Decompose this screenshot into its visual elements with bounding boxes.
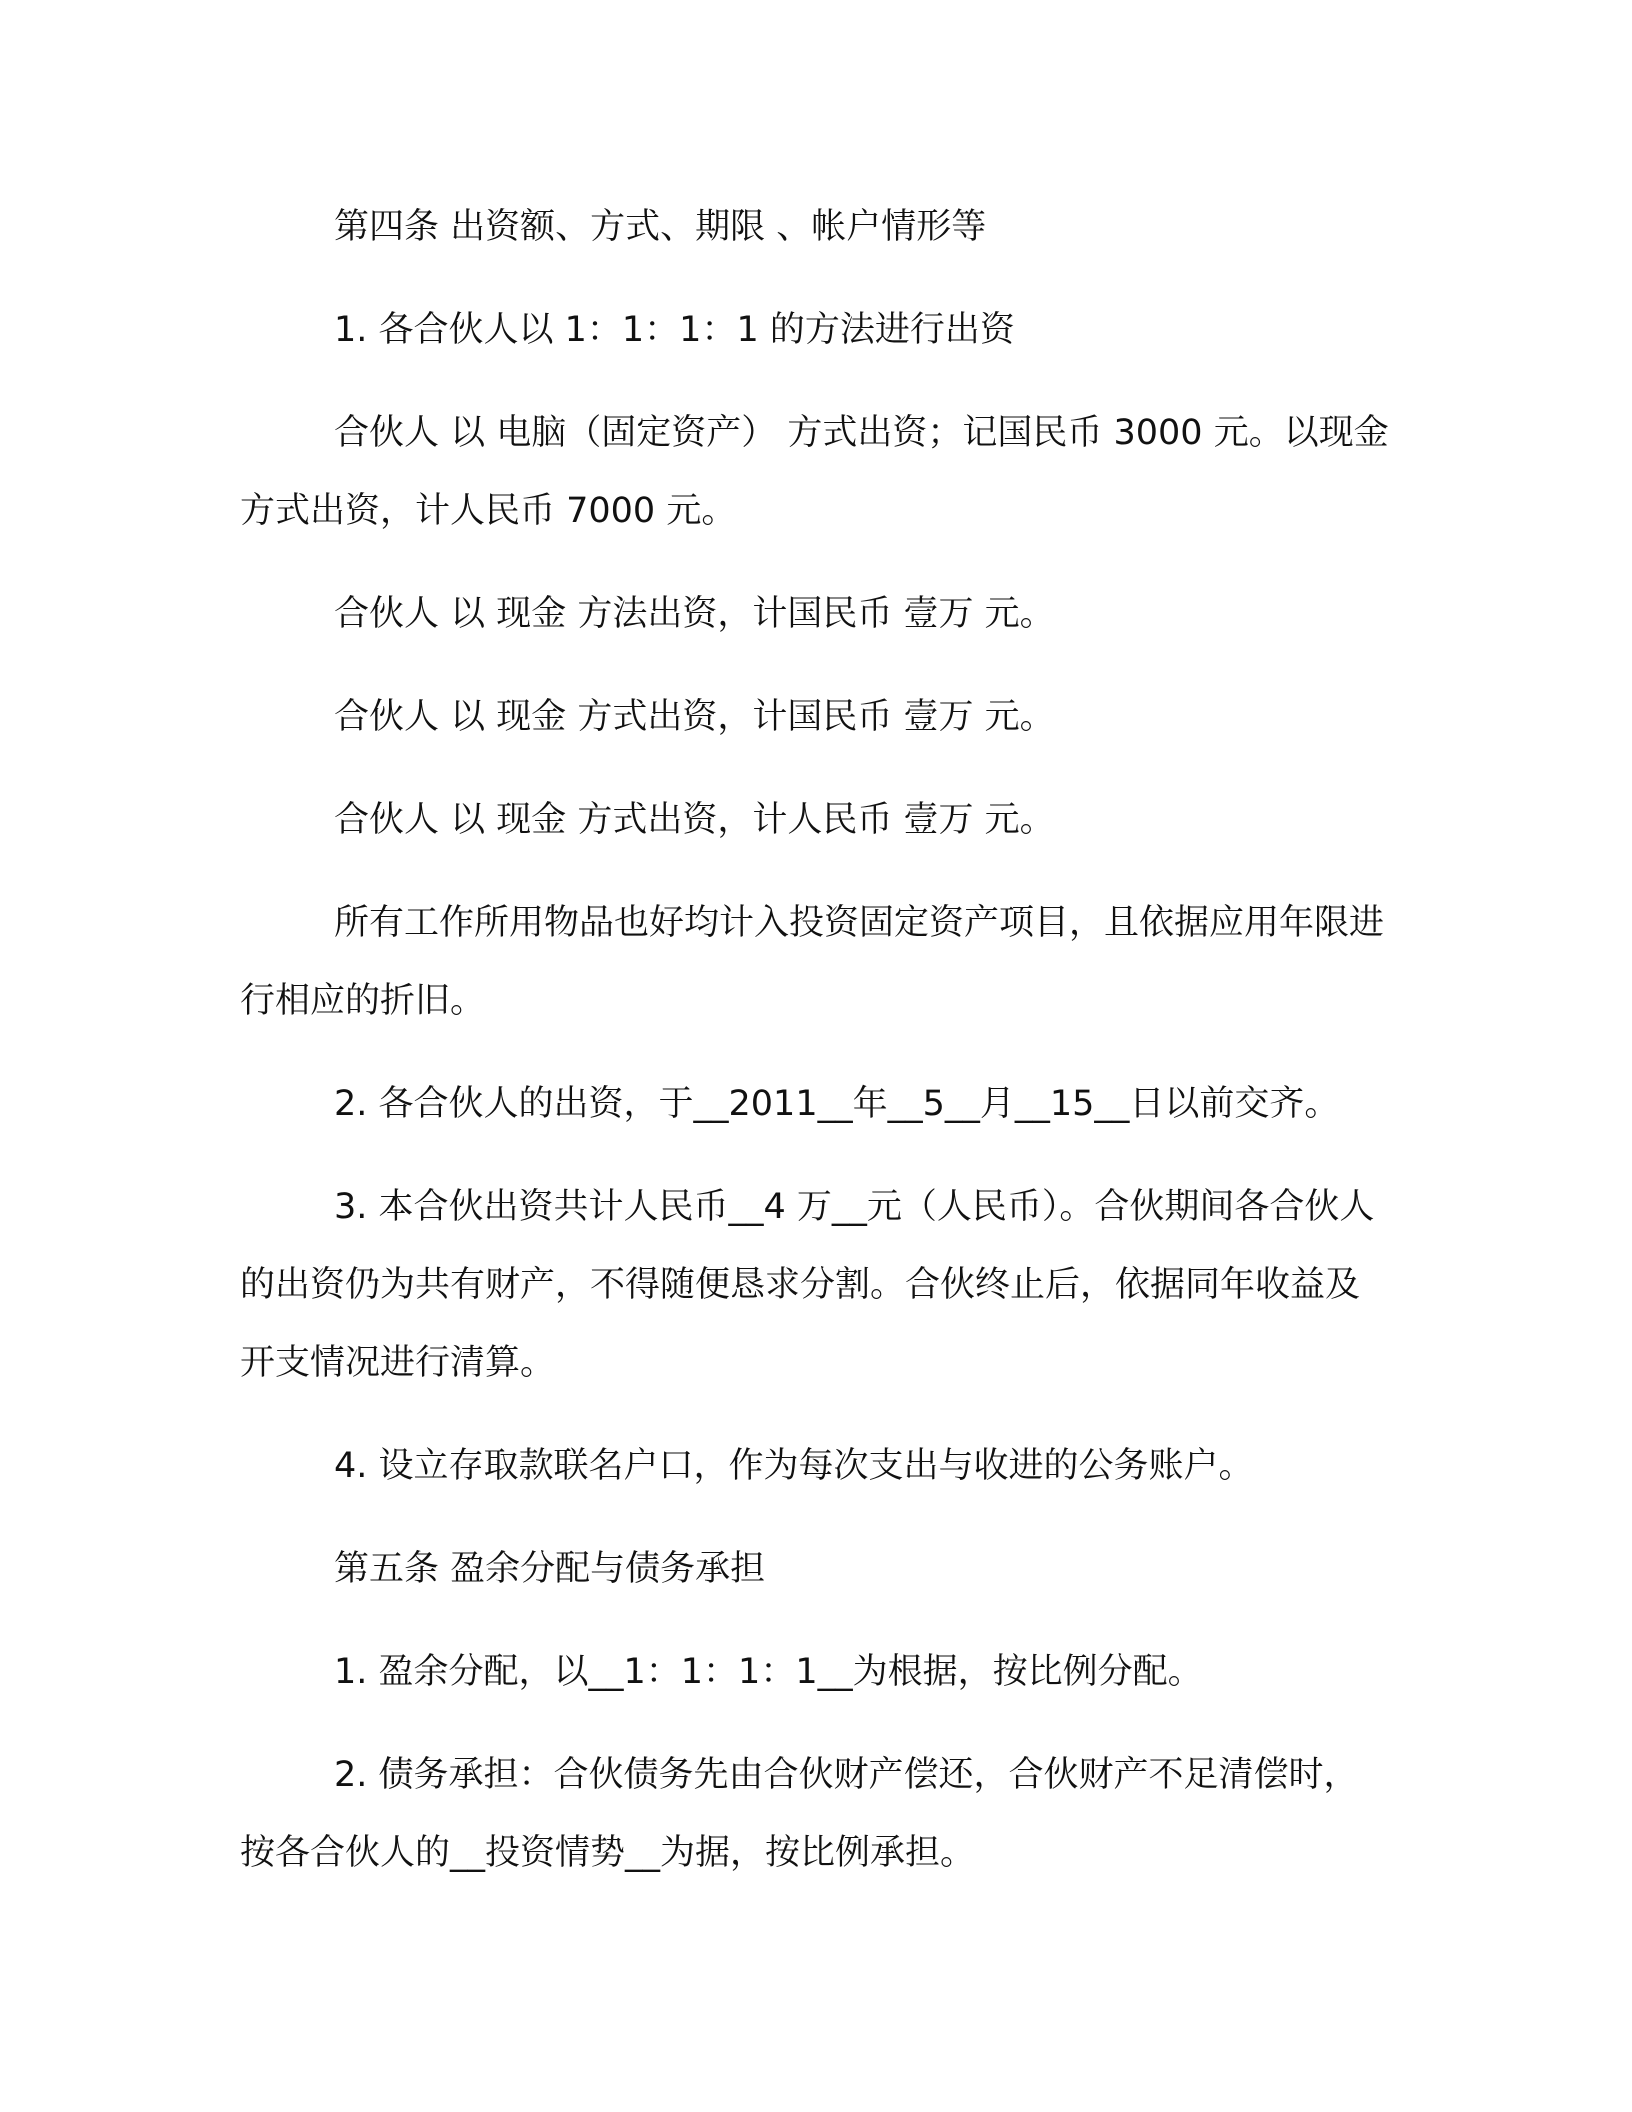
clause-4-3: 3. 本合伙出资共计人民币__4 万__元（人民币）。合伙期间各合伙人的出资仍为共有财产，不得随便恳求分割。合伙终止后，依据同年收益及开支情况进行清算。	[240, 1187, 1375, 1383]
clause-4-4: 4. 设立存取款联名户口，作为每次支出与收进的公务账户。	[334, 1446, 1254, 1486]
clause-5-2: 2. 债务承担：合伙债务先由合伙财产偿还，合伙财产不足清偿时，按各合伙人的__投资情势__为据，按比例承担。	[240, 1755, 1359, 1873]
article-4-heading: 第四条 出资额、方式、期限 、帐户情形等	[334, 207, 987, 247]
partner-contribution-a: 合伙人 以 电脑（固定资产） 方式出资；记国民币 3000 元。以现金 方式出资，计人民币 7000 元。	[240, 413, 1389, 531]
partner-contribution-d: 合伙人 以 现金 方式出资，计人民币 壹万 元。	[334, 800, 1055, 840]
clause-4-1: 1. 各合伙人以 1：1：1：1 的方法进行出资	[334, 310, 1015, 350]
partner-contribution-b: 合伙人 以 现金 方法出资，计国民币 壹万 元。	[334, 594, 1055, 634]
clause-4-2: 2. 各合伙人的出资，于__2011__年__5__月__15__日以前交齐。	[334, 1084, 1340, 1124]
article-5-heading: 第五条 盈余分配与债务承担	[334, 1549, 766, 1589]
document-body	[240, 188, 1390, 1917]
fixed-assets-paragraph: 所有工作所用物品也好均计入投资固定资产项目，且依据应用年限进行相应的折旧。	[240, 903, 1385, 1021]
clause-5-1: 1. 盈余分配，以__1：1：1：1__为根据，按比例分配。	[334, 1652, 1203, 1692]
partner-contribution-c: 合伙人 以 现金 方式出资，计国民币 壹万 元。	[334, 697, 1055, 737]
